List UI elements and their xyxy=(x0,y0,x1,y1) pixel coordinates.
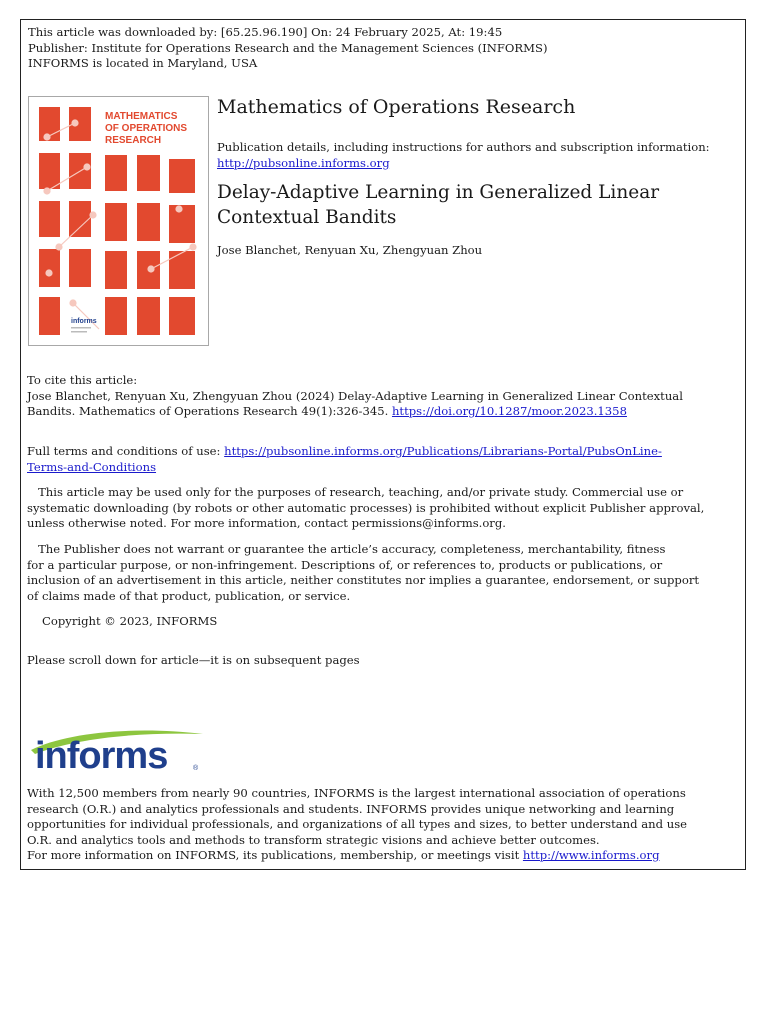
logo-registered-mark: ® xyxy=(193,765,199,772)
download-info xyxy=(28,25,740,72)
usage-notice-line3: unless otherwise noted. For more information, contact permissions@informs.org. xyxy=(27,516,506,530)
about-line5: For more information on INFORMS, its publications, membership, or meetings visit xyxy=(27,848,520,862)
usage-notice-line1: This article may be used only for the purposes of research, teaching, and/or private study. Commercial use or xyxy=(38,485,684,499)
about-line4: O.R. and analytics tools and methods to transform strategic visions and achieve better outcomes. xyxy=(27,832,600,847)
terms-link-part1[interactable]: https://pubsonline.informs.org/Publications/Librarians-Portal/PubsOnLine- xyxy=(224,444,662,458)
cover-page-frame xyxy=(20,19,746,870)
download-line: This article was downloaded by: [65.25.96.190] On: 24 February 2025, At: 19:45 xyxy=(28,25,503,39)
citation-line2: Bandits. Mathematics of Operations Research 49(1):326-345. xyxy=(27,404,389,418)
about-informs xyxy=(27,786,743,864)
logo-wordmark: informs xyxy=(35,735,168,777)
cover-graphic xyxy=(29,97,208,345)
warranty-notice-line2: for a particular purpose, or non-infringement. Descriptions of, or references to, products or publications, or xyxy=(27,557,663,572)
cover-title-line3: RESEARCH xyxy=(105,135,162,146)
informs-logo-graphic xyxy=(27,720,207,780)
article-title-line2: Contextual Bandits xyxy=(217,207,397,228)
cover-publisher-mark: informs xyxy=(71,318,97,325)
warranty-notice-line4: of claims made of that product, publication, or service. xyxy=(27,588,351,603)
doi-link[interactable]: https://doi.org/10.1287/moor.2023.1358 xyxy=(391,404,627,418)
journal-cover-image xyxy=(28,96,209,346)
usage-notice xyxy=(27,485,743,532)
publisher-line: Publisher: Institute for Operations Research and the Management Sciences (INFORMS) xyxy=(28,40,548,55)
journal-url-link[interactable]: http://pubsonline.informs.org xyxy=(217,155,390,170)
warranty-notice-line1: The Publisher does not warrant or guarantee the article’s accuracy, completeness, merchantability, fitness xyxy=(38,542,666,556)
publication-details xyxy=(217,140,745,171)
location-line: INFORMS is located in Maryland, USA xyxy=(28,56,258,70)
terms-block xyxy=(27,444,739,475)
about-line3: opportunities for individual professionals, and organizations of all types and sizes, to better understand and use xyxy=(27,817,688,831)
cover-title-line1: MATHEMATICS xyxy=(105,111,178,122)
article-title xyxy=(217,180,737,230)
article-authors: Jose Blanchet, Renyuan Xu, Zhengyuan Zhou xyxy=(217,243,483,257)
citation-block xyxy=(27,373,739,420)
informs-logo xyxy=(27,720,207,780)
scroll-note: Please scroll down for article—it is on subsequent pages xyxy=(27,653,360,667)
about-line1: With 12,500 members from nearly 90 countries, INFORMS is the largest international association of operations xyxy=(27,786,686,800)
about-line2: research (O.R.) and analytics professionals and students. INFORMS provides unique networking and learning xyxy=(27,801,675,816)
article-title-line1: Delay-Adaptive Learning in Generalized Linear xyxy=(217,182,660,203)
warranty-notice xyxy=(27,542,743,604)
terms-link-part2[interactable]: Terms-and-Conditions xyxy=(27,459,157,474)
terms-label: Full terms and conditions of use: xyxy=(27,444,221,458)
copyright-notice: Copyright © 2023, INFORMS xyxy=(42,614,218,628)
cover-small-print xyxy=(71,331,87,333)
cover-small-print xyxy=(71,327,91,329)
publication-details-text: Publication details, including instructions for authors and subscription information: xyxy=(217,140,710,154)
informs-website-link[interactable]: http://www.informs.org xyxy=(522,848,660,862)
warranty-notice-line3: inclusion of an advertisement in this article, neither constitutes nor implies a guarantee, endorsement, or support xyxy=(27,573,700,587)
journal-name: Mathematics of Operations Research xyxy=(217,96,576,118)
usage-notice-line2: systematic downloading (by robots or other automatic processes) is prohibited without explicit Publisher approval, xyxy=(27,500,705,515)
citation-line1: Jose Blanchet, Renyuan Xu, Zhengyuan Zhou (2024) Delay-Adaptive Learning in Generalized Linear Contextual xyxy=(27,388,683,403)
citation-label: To cite this article: xyxy=(27,373,138,387)
cover-title-line2: OF OPERATIONS xyxy=(105,123,188,134)
